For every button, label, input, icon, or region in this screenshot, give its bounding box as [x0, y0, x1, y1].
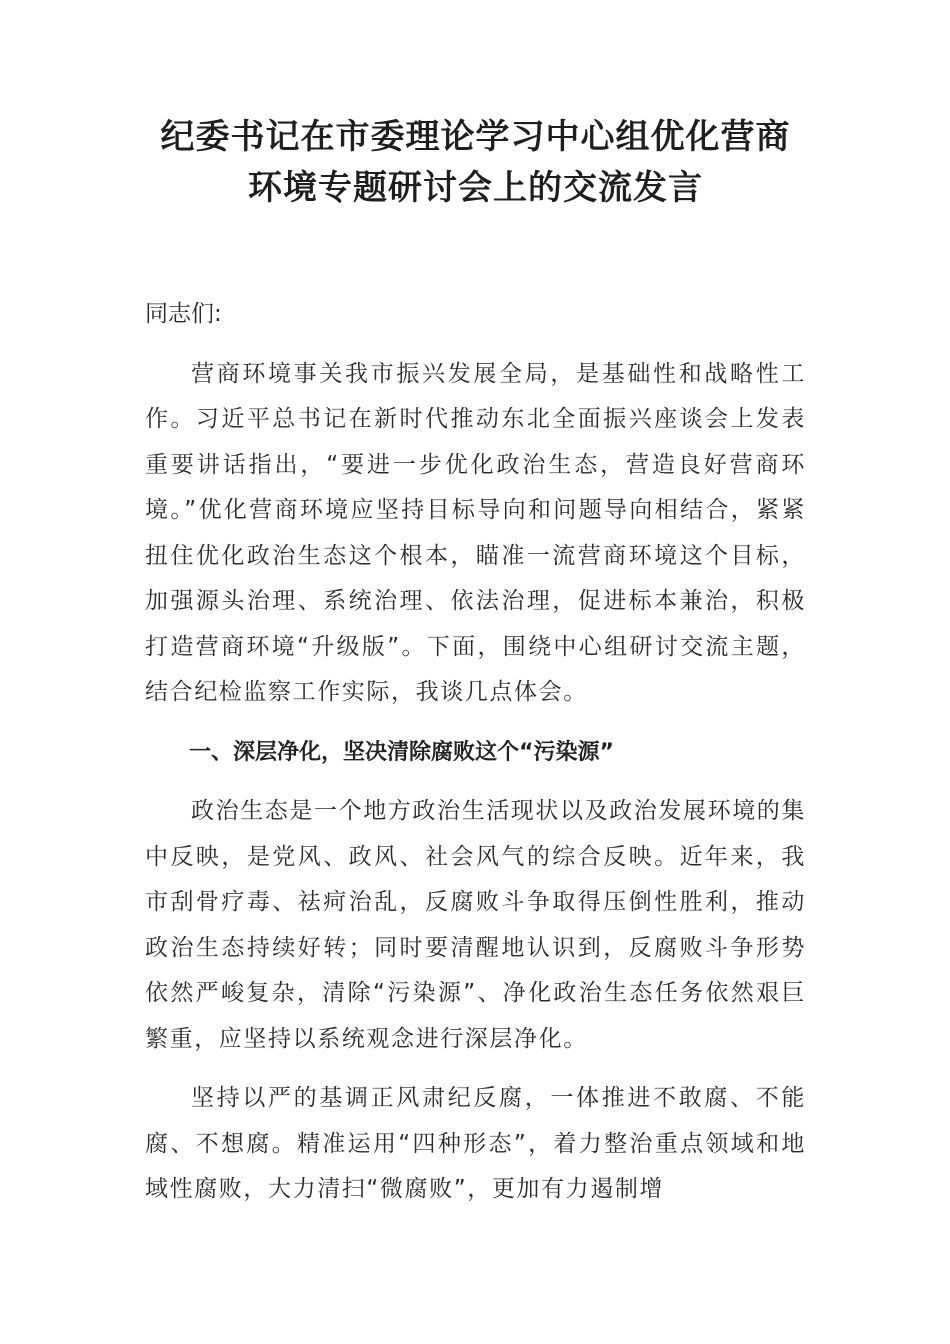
document-title	[145, 112, 806, 214]
title-line-2: 环境专题研讨会上的交流发言	[248, 168, 703, 208]
title-line-1: 纪委书记在市委理论学习中心组优化营商	[160, 117, 791, 157]
intro-paragraph: 营商环境事关我市振兴发展全局，是基础性和战略性工作。习近平总书记在新时代推动东北全面振兴座谈会上发表重要讲话指出，“要进一步优化政治生态，营造良好营商环境。”优化营商环境应坚持目标导向和问题导向相结合，紧紧扭住优化政治生态这个根本，瞄准一流营商环境这个目标，加强源头治理、系统治理、依法治理，促进标本兼治，积极打造营商环境“升级版”。下面，围绕中心组研讨交流主题，结合纪检监察工作实际，我谈几点体会。	[145, 360, 806, 705]
salutation: 同志们:	[145, 301, 222, 327]
document-body	[145, 292, 806, 1213]
section1-paragraph-1: 政治生态是一个地方政治生活现状以及政治发展环境的集中反映，是党风、政风、社会风气的综合反映。近年来，我市刮骨疗毒、祛疴治乱，反腐败斗争取得压倒性胜利，推动政治生态持续好转；同时要清醒地认识到，反腐败斗争形势依然严峻复杂，清除“污染源”、净化政治生态任务依然艰巨繁重，应坚持以系统观念进行深层净化。	[145, 798, 806, 1052]
section-heading-1: 一、深层净化，坚决清除腐败这个“污染源”	[189, 739, 614, 765]
section1-paragraph-2: 坚持以严的基调正风肃纪反腐，一体推进不敢腐、不能腐、不想腐。精准运用“四种形态”，着力整治重点领域和地域性腐败，大力清扫“微腐败”，更加有力遏制增	[145, 1085, 806, 1202]
